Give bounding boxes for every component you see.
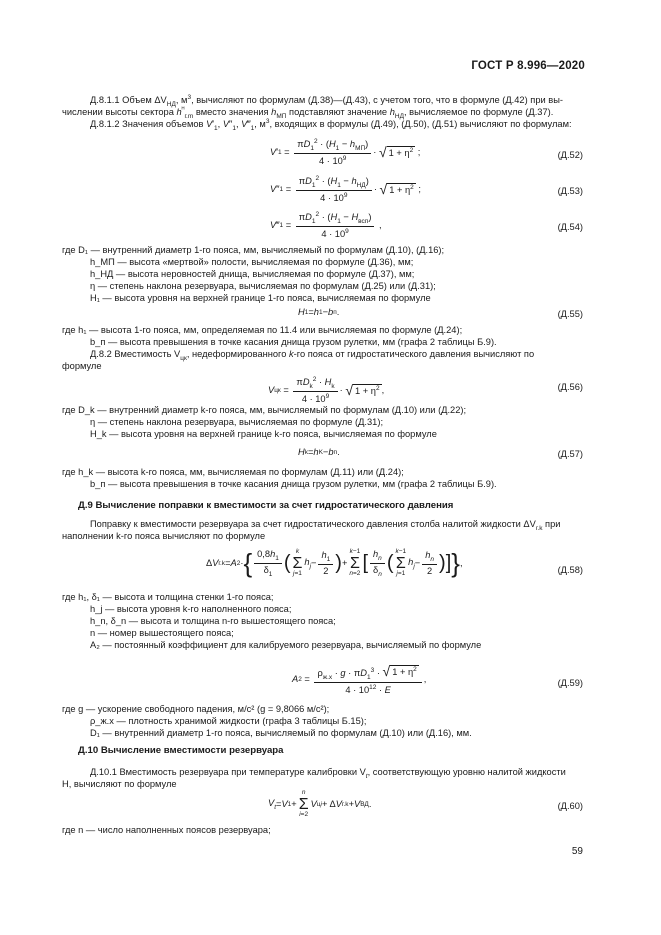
- eq55-number: (Д.55): [557, 309, 583, 319]
- p5-text-b: при: [545, 519, 561, 529]
- p3-text-b: , входящих в формулы (Д.49), (Д.50), (Д.51) вычисляют по формулам:: [269, 119, 572, 130]
- def-line: где h₁ — высота 1-го пояса, мм, определяемая по 11.4 или вычисляемая по формуле (Д.24);: [62, 325, 463, 335]
- p2-text-c: подставляют значение: [289, 107, 388, 118]
- paragraph-d82: Д.8.2 Вместимость $V_{цк}$, недеформированного k-го пояса от гидростатического давления вычисляют по: [90, 349, 535, 362]
- def-line: где h₁, δ₁ — высота и толщина стенки 1-го пояса;: [62, 592, 274, 602]
- def-line: b_п — высота превышения в точке касания днища грузом рулетки, мм (графа 2 таблицы Б.9).: [90, 337, 497, 347]
- p4-text-b: , недеформированного: [186, 349, 287, 359]
- eq52-number: (Д.52): [557, 150, 583, 160]
- document-header: ГОСТ Р 8.996—2020: [471, 60, 585, 72]
- def-line: где D₁ — внутренний диаметр 1-го пояса, мм, вычисляемый по формулам (Д.10), (Д.16);: [62, 245, 445, 255]
- paragraph-d82-cont: формуле: [62, 361, 102, 371]
- section-heading-d10: Д.10 Вычисление вместимости резервуара: [78, 745, 284, 756]
- equation-d57: H k = h K − b п .: [298, 447, 340, 457]
- p1-sub: НД: [166, 100, 176, 108]
- paragraph-final: где n — число наполненных поясов резервуара;: [62, 825, 271, 835]
- eq57-number: (Д.57): [557, 449, 583, 459]
- def-line: h_n, δ_n — высота и толщина n-го вышестоящего пояса;: [90, 616, 336, 626]
- equation-d58: Δ V г.k = A 2 · { $\frac{0,8h_1}{\delta_1}$ ( k Σ j=1 $h_j$ − $\frac{h_1}{2}$ ) + k−1 Σ n=2 [ $\frac{h_n}{\delta_n}$ ( k−1 Σ j=1 $h_j$ − $\frac{h_n}{2}$ ) ] } ,: [206, 548, 463, 579]
- p1-text-c: , м: [175, 95, 188, 106]
- equation-d52: V ′ 1 = $\frac{\pi D_1^2 \cdot (H_1 - h_{МП})}{4 \cdot 10^9}$ · √ $1 + \eta^2$ ;: [270, 138, 421, 167]
- equation-d53: V ″ 1 = $\frac{\pi D_1^2 \cdot (H_1 - h_{НД})}{4 \cdot 10^9}$ · √ $1 + \eta^2$ ;: [270, 175, 421, 204]
- paragraph-d811: Д.8.1.1 Объем $\Delta V_{НД}$, $м^3$, вычисляют по формулам (Д.38)—(Д.43), с учетом того, что в формуле (Д.42) при вы-: [90, 94, 563, 108]
- p6-text-b: соответствующую уровню налитой жидкости: [372, 767, 566, 777]
- eq59-number: (Д.59): [557, 678, 583, 688]
- equation-d59: A 2 = $\rho_{ж.х} \cdot g \cdot \pi D_1^3$ · √ $1 + \eta^2$ $4 \cdot 10^{12} \cdot E$ ,: [292, 663, 427, 695]
- def-line: h_j — высота уровня k-го наполненного пояса;: [90, 604, 292, 614]
- paragraph-d9: Поправку к вместимости резервуара за счет гидростатического давления столба налитой жидкости $\Delta V_{г.k}$ при: [90, 519, 561, 532]
- p4-text: Д.8.2 Вместимость V: [90, 349, 181, 359]
- p2-text-b: вместо значения: [195, 107, 269, 118]
- section-heading-d9: Д.9 Вычисление поправки к вместимости за счет гидростатического давления: [78, 500, 454, 511]
- paragraph-d101: Д.10.1 Вместимость резервуара при температуре калибровки $V_t$, соответствующую уровню налитой жидкости: [90, 767, 566, 780]
- def-line: ρ_ж.х — плотность хранимой жидкости (графа 3 таблицы Б.15);: [90, 716, 367, 726]
- def-line: h_МП — высота «мертвой» полости, вычисляемая по формуле (Д.36), мм;: [90, 257, 414, 267]
- def-line: n — номер вышестоящего пояса;: [90, 628, 234, 638]
- p3-text: Д.8.1.2 Значения объемов: [90, 119, 204, 130]
- def-line: A₂ — постоянный коэффициент для калибруемого резервуара, вычисляемый по формуле: [90, 640, 482, 650]
- equation-d54: V ‴ 1 = $\frac{\pi D_1^2 \cdot (H_1 - H_{всп})}{4 \cdot 10^9}$ ,: [270, 211, 382, 240]
- eq58-number: (Д.58): [557, 565, 583, 575]
- paragraph-d9-cont: наполнении k-го пояса вычисляют по формуле: [62, 531, 266, 541]
- def-line: b_п — высота превышения в точке касания днища грузом рулетки, мм (графа 2 таблицы Б.9).: [90, 479, 497, 489]
- p1-text: Д.8.1.1 Объем ΔV: [90, 95, 167, 106]
- eq60-number: (Д.60): [557, 801, 583, 811]
- p4-text-c: -го пояса от гидростатического давления вычисляют по: [293, 349, 535, 359]
- def-line: H_k — высота уровня на верхней границе k-го пояса, вычисляемая по формуле: [90, 429, 437, 439]
- def-line: где h_k — высота k-го пояса, мм, вычисляемая по формулам (Д.11) или (Д.24);: [62, 467, 404, 477]
- equation-d60: $V_t$ = V 1 + n Σ i=2 V цi + Δ V г.k + V ВД .: [268, 789, 372, 818]
- def-line: H₁ — высота уровня на верхней границе 1-го пояса, вычисляемая по формуле: [90, 293, 431, 303]
- paragraph-d811-cont: числении высоты сектора $h^ᴴ_{г.m}$ вместо значения $h_{МП}$ подставляют значение $h_{НД}$, вычисляемое по формуле (Д.37).: [62, 106, 554, 120]
- p5-text: Поправку к вместимости резервуара за счет гидростатического давления столба налитой жидкости ΔV: [90, 519, 536, 529]
- p2-text: числении высоты сектора: [62, 107, 174, 118]
- def-line: η — степень наклона резервуара, вычисляемая по формуле (Д.31);: [90, 417, 384, 427]
- p6-text: Д.10.1 Вместимость резервуара при температуре калибровки V: [90, 767, 366, 777]
- p1-text-d: , вычисляют по формулам (Д.38)—(Д.43), с учетом того, что в формуле (Д.42) при вы-: [191, 95, 563, 106]
- def-line: где g — ускорение свободного падения, м/с² (g = 9,8066 м/с²);: [62, 704, 330, 714]
- def-line: где D_k — внутренний диаметр k-го пояса, мм, вычисляемый по формулам (Д.10) или (Д.22);: [62, 405, 467, 415]
- paragraph-d101-cont: H, вычисляют по формуле: [62, 779, 177, 789]
- p2-text-d: , вычисляемое по формуле (Д.37).: [403, 107, 554, 118]
- equation-d55: H 1 = h 1 − b п .: [298, 307, 340, 317]
- def-line: h_НД — высота неровностей днища, вычисляемая по формуле (Д.37), мм;: [90, 269, 415, 279]
- paragraph-d812: Д.8.1.2 Значения объемов $V'_1$, $V''_1$, $V‴_1$, $м^3$, входящих в формулы (Д.49), (Д.50), (Д.51) вычисляют по формулам:: [90, 118, 572, 132]
- eq56-number: (Д.56): [557, 382, 583, 392]
- def-line: D₁ — внутренний диаметр 1-го пояса, вычисляемый по формулам (Д.10) или (Д.16), мм.: [90, 728, 472, 738]
- eq54-number: (Д.54): [557, 222, 583, 232]
- page-number: 59: [571, 846, 583, 857]
- equation-d56: V цк = $\frac{\pi D_k^2 \cdot H_k}{4 \cdot 10^9}$ · √ $1 + \eta^2$ ,: [268, 376, 385, 405]
- def-line: η — степень наклона резервуара, вычисляемая по формулам (Д.25) или (Д.31);: [90, 281, 436, 291]
- eq53-number: (Д.53): [557, 186, 583, 196]
